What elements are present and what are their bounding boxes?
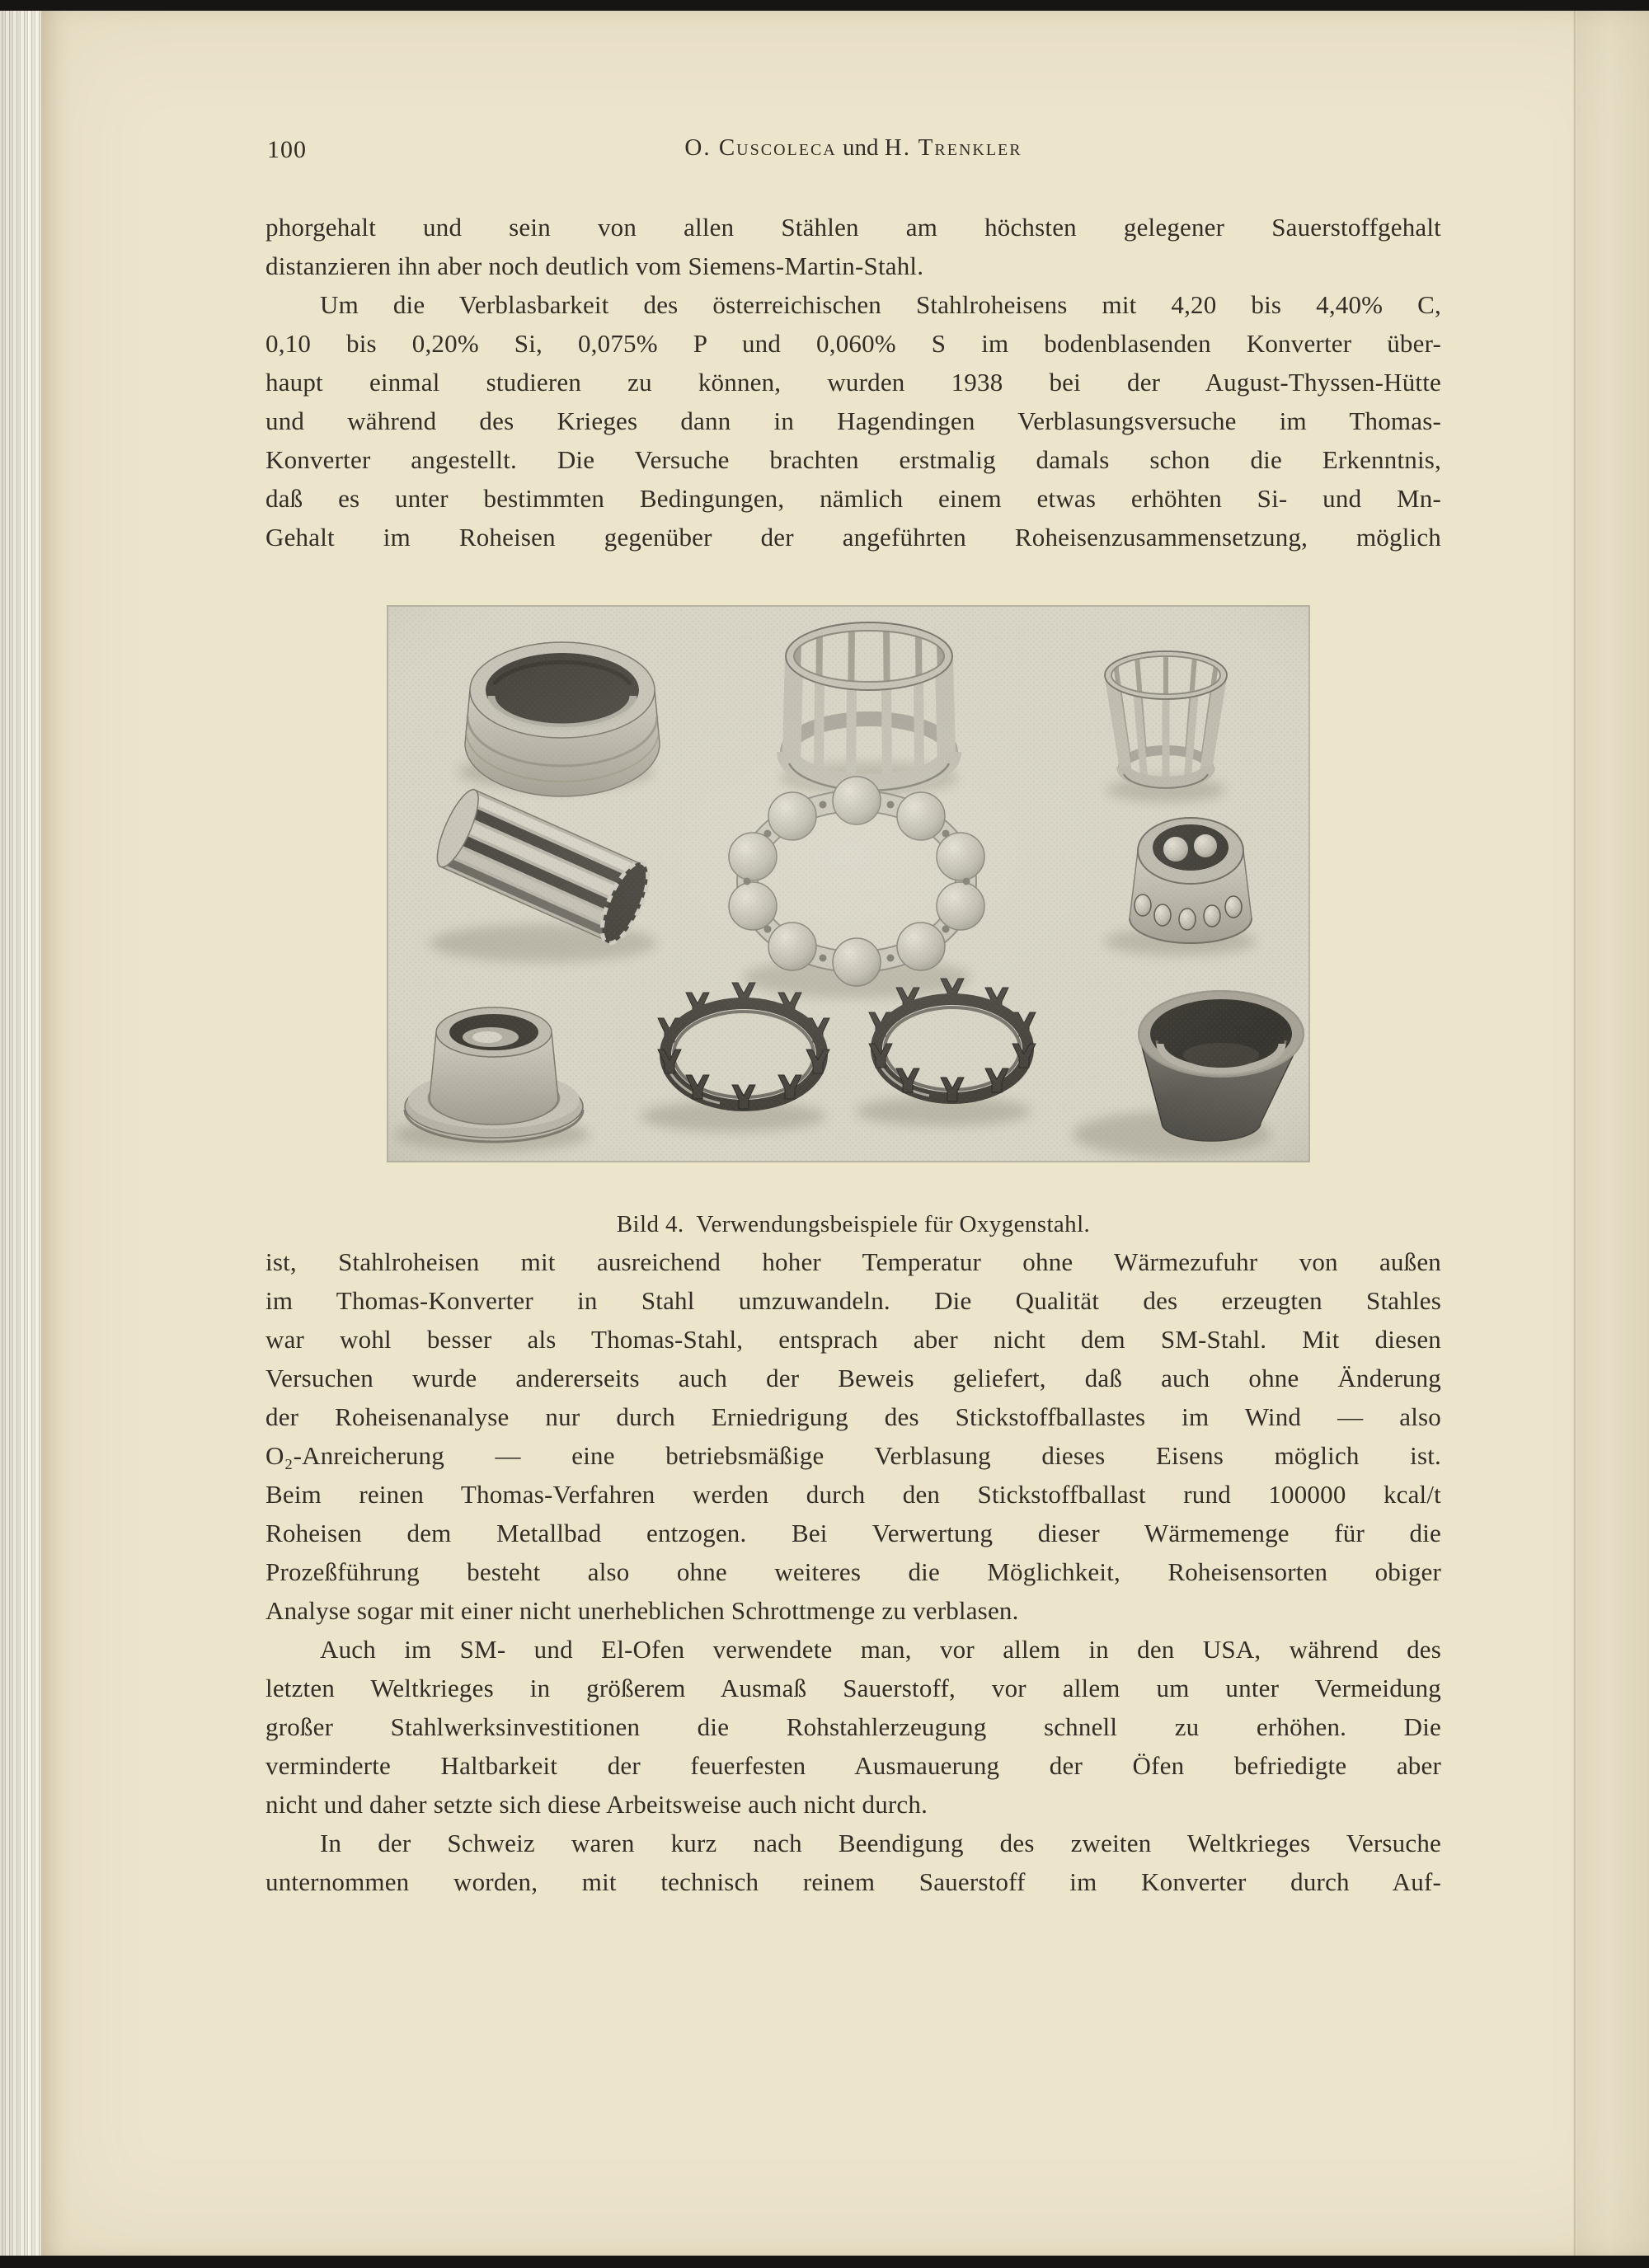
running-head <box>265 134 1441 162</box>
text-line: Roheisen dem Metallbad entzogen. Bei Verwertung dieser Wärmemenge für die <box>265 1519 1441 1547</box>
running-head-conjunction: und <box>836 134 885 161</box>
page-number: 100 <box>267 136 307 163</box>
text-line: großer Stahlwerksinvestitionen die Rohstahlerzeugung schnell zu erhöhen. Die <box>265 1712 1441 1741</box>
text-line: der Roheisenanalyse nur durch Erniedrigung des Stickstoffballastes im Wind — also <box>265 1402 1441 1431</box>
text-line: ist, Stahlroheisen mit ausreichend hoher Temperatur ohne Wärmezufuhr von außen <box>265 1247 1441 1276</box>
text-line: unternommen worden, mit technisch reinem Sauerstoff im Konverter durch Auf- <box>265 1867 1441 1896</box>
text-line: Prozeßführung besteht also ohne weiteres die Möglichkeit, Roheisensorten obiger <box>265 1557 1441 1586</box>
text-line: daß es unter bestimmten Bedingungen, nämlich einem etwas erhöhten Si- und Mn- <box>265 484 1441 513</box>
text-line: In der Schweiz waren kurz nach Beendigung des zweiten Weltkrieges Versuche <box>320 1829 1441 1857</box>
paragraph-2 <box>265 285 1441 556</box>
text-line: und während des Krieges dann in Hagendingen Verblasungsversuche im Thomas- <box>265 406 1441 435</box>
paragraph-1 <box>265 208 1441 285</box>
text-line: Konverter angestellt. Die Versuche brachten erstmalig damals schon die Erkenntnis, <box>265 445 1441 474</box>
text-line: nicht und daher setzte sich diese Arbeitsweise auch nicht durch. <box>265 1790 928 1819</box>
text-line: haupt einmal studieren zu können, wurden 1938 bei der August-Thyssen-Hütte <box>265 368 1441 397</box>
page-stack-edges <box>0 11 41 2256</box>
text-line: Analyse sogar mit einer nicht unerheblichen Schrottmenge zu verblasen. <box>265 1596 1019 1625</box>
text-line: war wohl besser als Thomas-Stahl, entsprach aber nicht dem SM-Stahl. Mit diesen <box>265 1325 1441 1354</box>
text-line: Gehalt im Roheisen gegenüber der angeführten Roheisenzusammensetzung, möglich <box>265 523 1441 552</box>
page-header <box>265 134 1441 172</box>
text-line: O₂-Anreicherung — eine betriebsmäßige Verblasung dieses Eisens möglich ist. <box>265 1441 1441 1470</box>
text-line: Auch im SM- und El-Ofen verwendete man, vor allem in den USA, während des <box>320 1635 1441 1664</box>
text-line: Um die Verblasbarkeit des österreichischen Stahlroheisens mit 4,20 bis 4,40% C, <box>320 290 1441 319</box>
text-line: verminderte Haltbarkeit der feuerfesten Ausmauerung der Öfen befriedigte aber <box>265 1751 1441 1780</box>
text-line: im Thomas-Konverter in Stahl umzuwandeln. Die Qualität des erzeugten Stahles <box>265 1286 1441 1315</box>
figure-bild-4 <box>265 605 1441 1242</box>
paragraph-4 <box>265 1630 1441 1824</box>
figure-photo-svg <box>387 605 1310 1162</box>
text-line: Versuchen wurde andererseits auch der Beweis geliefert, daß auch ohne Änderung <box>265 1364 1441 1392</box>
text-line: letzten Weltkrieges in größerem Ausmaß Sauerstoff, vor allem um unter Vermeidung <box>265 1674 1441 1702</box>
text-line: phorgehalt und sein von allen Stählen am höchsten gelegener Sauerstoffgehalt <box>265 213 1441 242</box>
scan-top-bar <box>0 0 1649 11</box>
figure-photo <box>387 605 1310 1162</box>
running-head-author-2: H. Trenkler <box>884 134 1022 161</box>
photo-vignette <box>387 605 1310 1162</box>
page-crease <box>1573 11 1576 2256</box>
scan-bottom-bar <box>0 2256 1649 2268</box>
page-crease-shading <box>1576 11 1649 2256</box>
book-page <box>41 11 1649 2256</box>
figure-caption: Bild 4. Verwendungsbeispiele für Oxygenstahl. <box>616 1211 1091 1237</box>
text-line: Beim reinen Thomas-Verfahren werden durch den Stickstoffballast rund 100000 kcal/t <box>265 1480 1441 1509</box>
text-line: 0,10 bis 0,20% Si, 0,075% P und 0,060% S im bodenblasenden Konverter über- <box>265 329 1441 358</box>
running-head-author-1: O. Cuscoleca <box>684 134 837 161</box>
text-column <box>265 208 1441 1901</box>
text-line: distanzieren ihn aber noch deutlich vom Siemens-Martin-Stahl. <box>265 251 924 280</box>
paragraph-5 <box>265 1824 1441 1901</box>
paragraph-3 <box>265 1242 1441 1630</box>
